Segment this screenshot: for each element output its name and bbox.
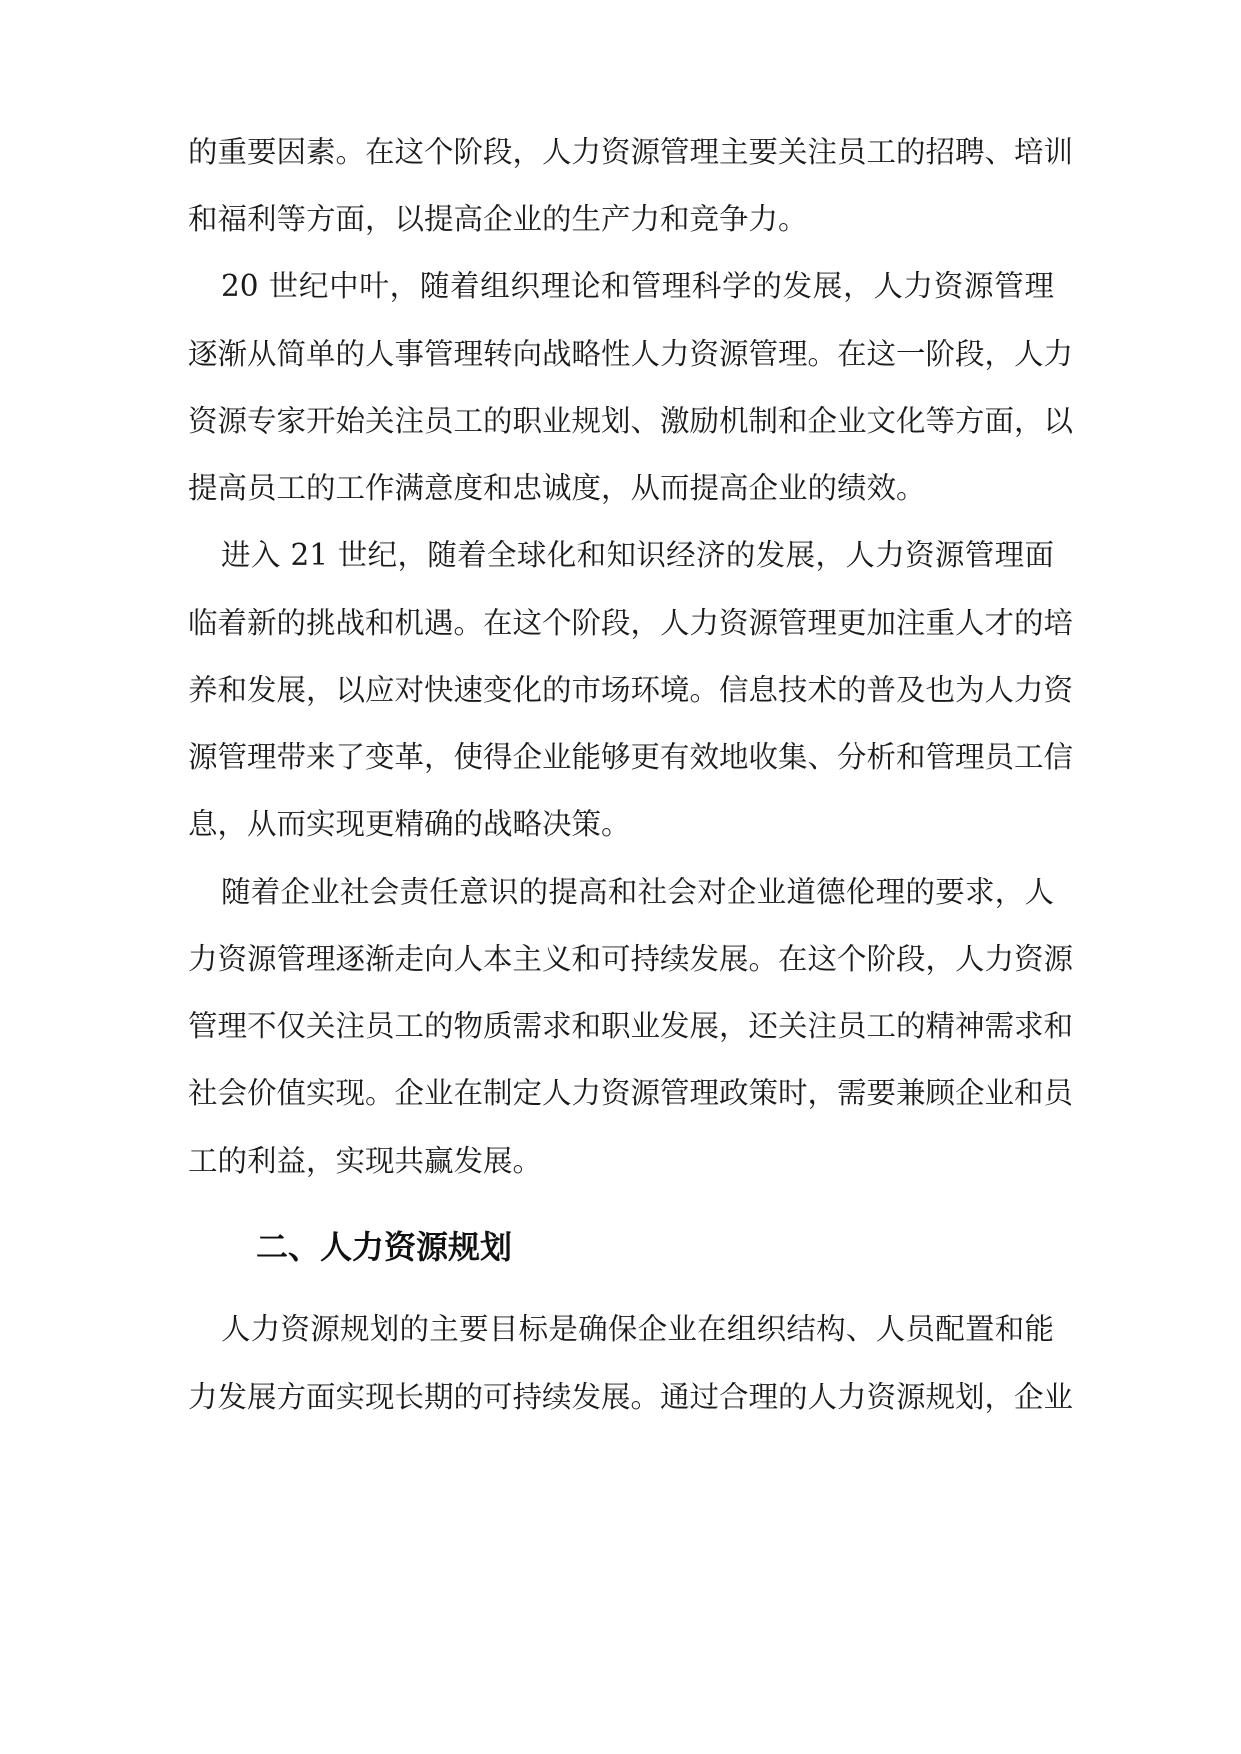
paragraph-line: 逐渐从简单的人事管理转向战略性人力资源管理。在这一阶段，人力 (188, 337, 1074, 371)
paragraph-line: 20 世纪中叶，随着组织理论和管理科学的发展，人力资源管理 (221, 269, 1054, 303)
paragraph-line: 力资源管理逐渐走向人本主义和可持续发展。在这个阶段，人力资源 (188, 942, 1074, 976)
paragraph-line: 力发展方面实现长期的可持续发展。通过合理的人力资源规划，企业 (188, 1380, 1074, 1414)
paragraph-line: 资源专家开始关注员工的职业规划、激励机制和企业文化等方面，以 (188, 404, 1074, 438)
paragraph-line: 提高员工的工作满意度和忠诚度，从而提高企业的绩效。 (188, 471, 926, 505)
paragraph-line: 随着企业社会责任意识的提高和社会对企业道德伦理的要求，人 (221, 875, 1054, 909)
paragraph-line: 息，从而实现更精确的战略决策。 (188, 807, 631, 841)
paragraph-line: 源管理带来了变革，使得企业能够更有效地收集、分析和管理员工信 (188, 740, 1074, 774)
paragraph-line: 和福利等方面，以提高企业的生产力和竞争力。 (188, 202, 808, 236)
paragraph-line: 社会价值实现。企业在制定人力资源管理政策时，需要兼顾企业和员 (188, 1076, 1074, 1110)
paragraph-line: 工的利益，实现共赢发展。 (188, 1144, 543, 1178)
paragraph-line: 养和发展，以应对快速变化的市场环境。信息技术的普及也为人力资 (188, 673, 1074, 707)
paragraph-line: 进入 21 世纪，随着全球化和知识经济的发展，人力资源管理面 (221, 538, 1054, 572)
paragraph-line: 人力资源规划的主要目标是确保企业在组织结构、人员配置和能 (221, 1312, 1054, 1346)
paragraph-line: 管理不仅关注员工的物质需求和职业发展，还关注员工的精神需求和 (188, 1009, 1074, 1043)
paragraph-line: 的重要因素。在这个阶段，人力资源管理主要关注员工的招聘、培训 (188, 135, 1074, 169)
paragraph-line: 临着新的挑战和机遇。在这个阶段，人力资源管理更加注重人才的培 (188, 606, 1074, 640)
section-heading: 二、人力资源规划 (256, 1228, 513, 1266)
